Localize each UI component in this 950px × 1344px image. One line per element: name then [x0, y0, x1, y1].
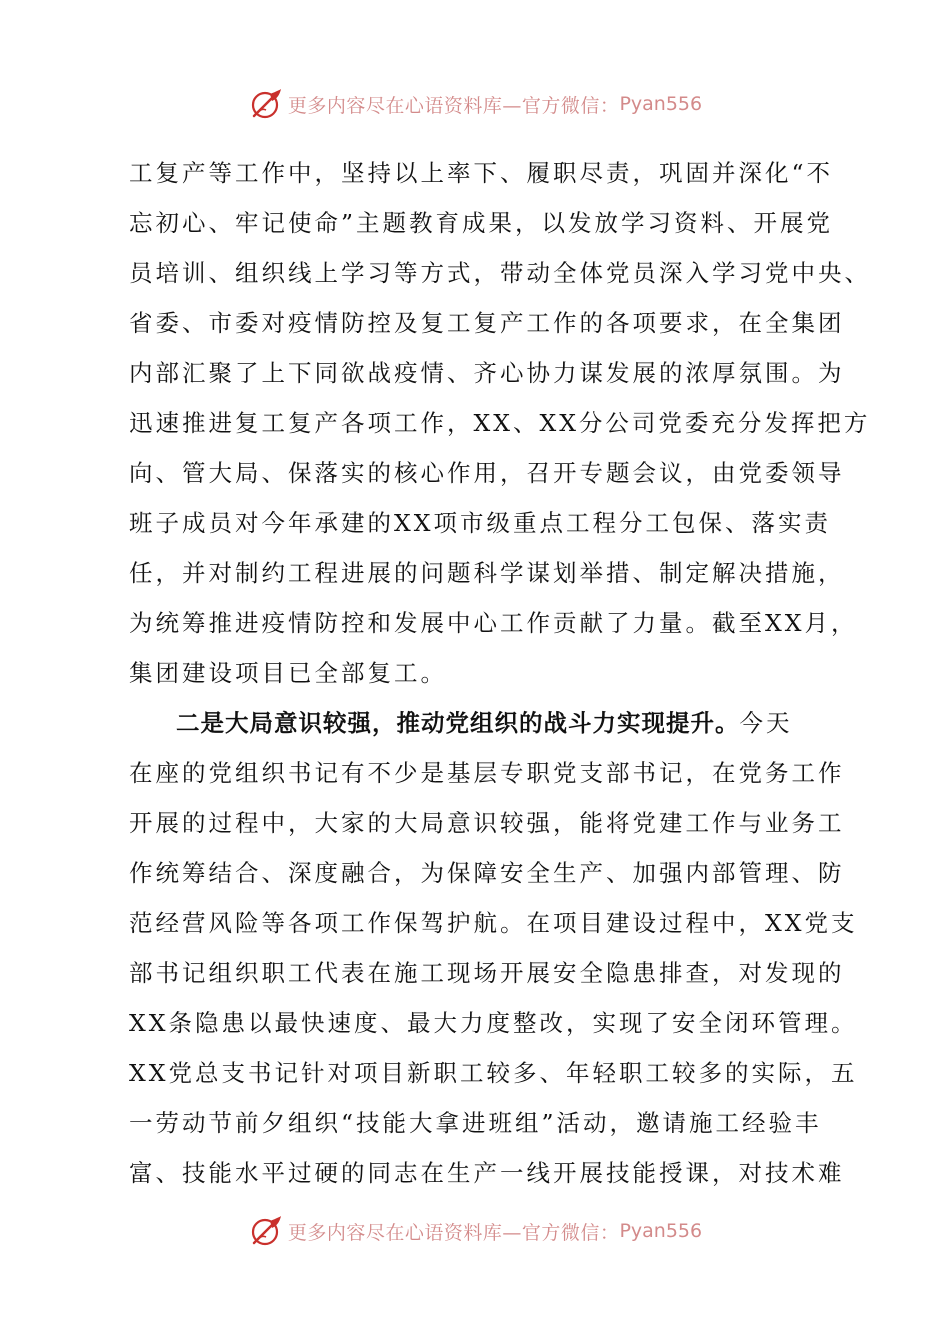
- banner-wechat-label: 官方微信：: [521, 1221, 620, 1244]
- text-line: 在座的党组织书记有不少是基层专职党支部书记，在党务工作: [129, 759, 845, 787]
- banner-brand-text: 更多内容尽在心语资料库—: [287, 94, 522, 117]
- text-line: 一劳动节前夕组织“技能大拿进班组”活动，邀请施工经验丰: [129, 1109, 822, 1137]
- banner-wechat-id: Pyan556: [619, 93, 703, 115]
- document-body: [129, 148, 871, 1198]
- paragraph-2-first-line-rest: 今天: [739, 709, 793, 737]
- text-line: 富、技能水平过硬的同志在生产一线开展技能授课，对技术难: [129, 1159, 845, 1187]
- paragraph-heading: 二是大局意识较强，推动党组织的战斗力实现提升。: [176, 709, 740, 737]
- text-line: 任，并对制约工程进展的问题科学谋划举措、制定解决措施，: [129, 559, 845, 587]
- banner-wechat-label: 官方微信：: [521, 94, 620, 117]
- text-line: 向、管大局、保落实的核心作用，召开专题会议，由党委领导: [129, 459, 845, 487]
- text-line: 为统筹推进疫情防控和发展中心工作贡献了力量。截至XX月，: [129, 609, 858, 637]
- text-line: XX党总支书记针对项目新职工较多、年轻职工较多的实际，五: [129, 1059, 858, 1087]
- text-line: 省委、市委对疫情防控及复工复产工作的各项要求，在全集团: [129, 309, 845, 337]
- text-line: 内部汇聚了上下同欲战疫情、齐心协力谋发展的浓厚氛围。为: [129, 359, 845, 387]
- paragraph-2: [129, 698, 858, 1198]
- text-line: 忘初心、牢记使命”主题教育成果，以发放学习资料、开展党: [129, 209, 834, 237]
- paragraph-1: [129, 148, 871, 698]
- text-line: 迅速推进复工复产各项工作，XX、XX分公司党委充分发挥把方: [129, 409, 871, 437]
- text-line: 作统筹结合、深度融合，为保障安全生产、加强内部管理、防: [129, 859, 845, 887]
- text-line: XX条隐患以最快速度、最大力度整改，实现了安全闭环管理。: [129, 1009, 858, 1037]
- banner-brand-text: 更多内容尽在心语资料库—: [287, 1221, 522, 1244]
- text-line: 集团建设项目已全部复工。: [129, 659, 447, 687]
- footer-banner: [0, 1211, 950, 1251]
- paragraph-2-first-line: [129, 698, 829, 748]
- text-line: 开展的过程中，大家的大局意识较强，能将党建工作与业务工: [129, 809, 845, 837]
- text-line: 部书记组织职工代表在施工现场开展安全隐患排查，对发现的: [129, 959, 845, 987]
- quill-circle-icon: [248, 1213, 284, 1249]
- text-line: 员培训、组织线上学习等方式，带动全体党员深入学习党中央、: [129, 259, 871, 287]
- quill-circle-icon: [248, 86, 284, 122]
- banner-wechat-id: Pyan556: [619, 1220, 703, 1242]
- text-line: 班子成员对今年承建的XX项市级重点工程分工包保、落实责: [129, 509, 831, 537]
- text-line: 范经营风险等各项工作保驾护航。在项目建设过程中，XX党支: [129, 909, 858, 937]
- header-banner: [0, 84, 950, 124]
- text-line: 工复产等工作中，坚持以上率下、履职尽责，巩固并深化“不: [129, 159, 834, 187]
